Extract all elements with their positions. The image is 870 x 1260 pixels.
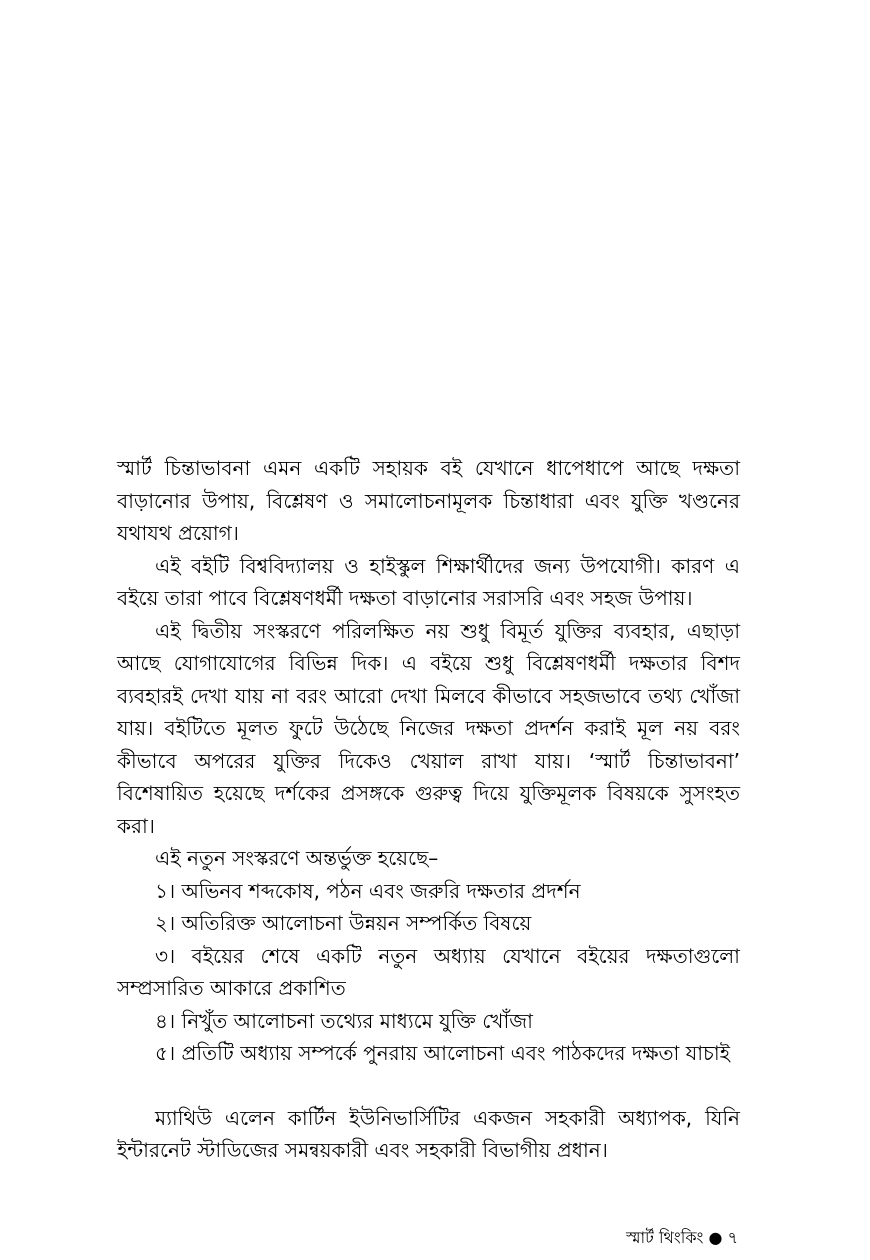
footer-bullet: ● — [708, 1228, 723, 1247]
intro-paragraph: স্মার্ট চিন্তাভাবনা এমন একটি সহায়ক বই যেখানে ধাপেধাপে আছে দক্ষতা বাড়ানোর উপায়, বিশ্লেষণ ও সমালোচনামূলক চিন্তাধারা এবং যুক্তি খণ্ডনের যথাযথ প্রয়োগ। — [117, 456, 740, 545]
body-text — [117, 452, 740, 1167]
page-number: ৭ — [727, 1228, 738, 1247]
page-footer — [626, 1226, 738, 1250]
audience-paragraph: এই বইটি বিশ্ববিদ্যালয় ও হাইস্কুল শিক্ষার্থীদের জন্য উপযোগী। কারণ এ বইয়ে তারা পাবে বিশ্লেষণধর্মী দক্ষতা বাড়ানোর সরাসরি এবং সহজ উপায়। — [117, 553, 740, 610]
list-item-3: ৩। বইয়ের শেষে একটি নতুন অধ্যায় যেখানে বইয়ের দক্ষতাগুলো সম্প্রসারিত আকারে প্রকাশিত — [117, 943, 740, 1000]
list-item-1: ১। অভিনব শব্দকোষ, পঠন এবং জরুরি দক্ষতার প্রদর্শন — [155, 878, 581, 903]
list-item-4: ৪। নিখুঁত আলোচনা তথ্যের মাধ্যমে যুক্তি খোঁজা — [155, 1008, 533, 1033]
list-item-5: ৫। প্রতিটি অধ্যায় সম্পর্কে পুনরায় আলোচনা এবং পাঠকদের দক্ষতা যাচাই — [155, 1041, 731, 1065]
second-edition-paragraph: এই দ্বিতীয় সংস্করণে পরিলক্ষিত নয় শুধু বিমূর্ত যুক্তির ব্যবহার, এছাড়া আছে যোগাযোগের বিভিন্ন দিক। এ বইয়ে শুধু বিশ্লেষণধর্মী দক্ষতার বিশদ ব্যবহারই দেখা যায় না বরং আরো দেখা মিলবে কীভাবে সহজভাবে তথ্য খোঁজা যায়। বইটিতে মূলত ফুটে উঠেছে নিজের দক্ষতা প্রদর্শন করাই মূল নয় বরং কীভাবে অপরের যুক্তির দিকেও খেয়াল রাখা যায়। ‘স্মার্ট চিন্তাভাবনা’ বিশেষায়িত হয়েছে দর্শকের প্রসঙ্গকে গুরুত্ব দিয়ে যুক্তিমূলক বিষয়কে সুসংহত করা। — [117, 618, 740, 838]
author-paragraph: ম্যাথিউ এলেন কার্টিন ইউনিভার্সিটির একজন সহকারী অধ্যাপক, যিনি ইন্টারনেট স্টাডিজের সমন্বয়কারী এবং সহকারী বিভাগীয় প্রধান। — [117, 1105, 740, 1162]
new-edition-heading: এই নতুন সংস্করণে অন্তর্ভুক্ত হয়েছে– — [155, 846, 439, 870]
list-item-2: ২। অতিরিক্ত আলোচনা উন্নয়ন সম্পর্কিত বিষয়ে — [155, 911, 532, 935]
running-title: স্মার্ট থিংকিং — [626, 1228, 704, 1247]
